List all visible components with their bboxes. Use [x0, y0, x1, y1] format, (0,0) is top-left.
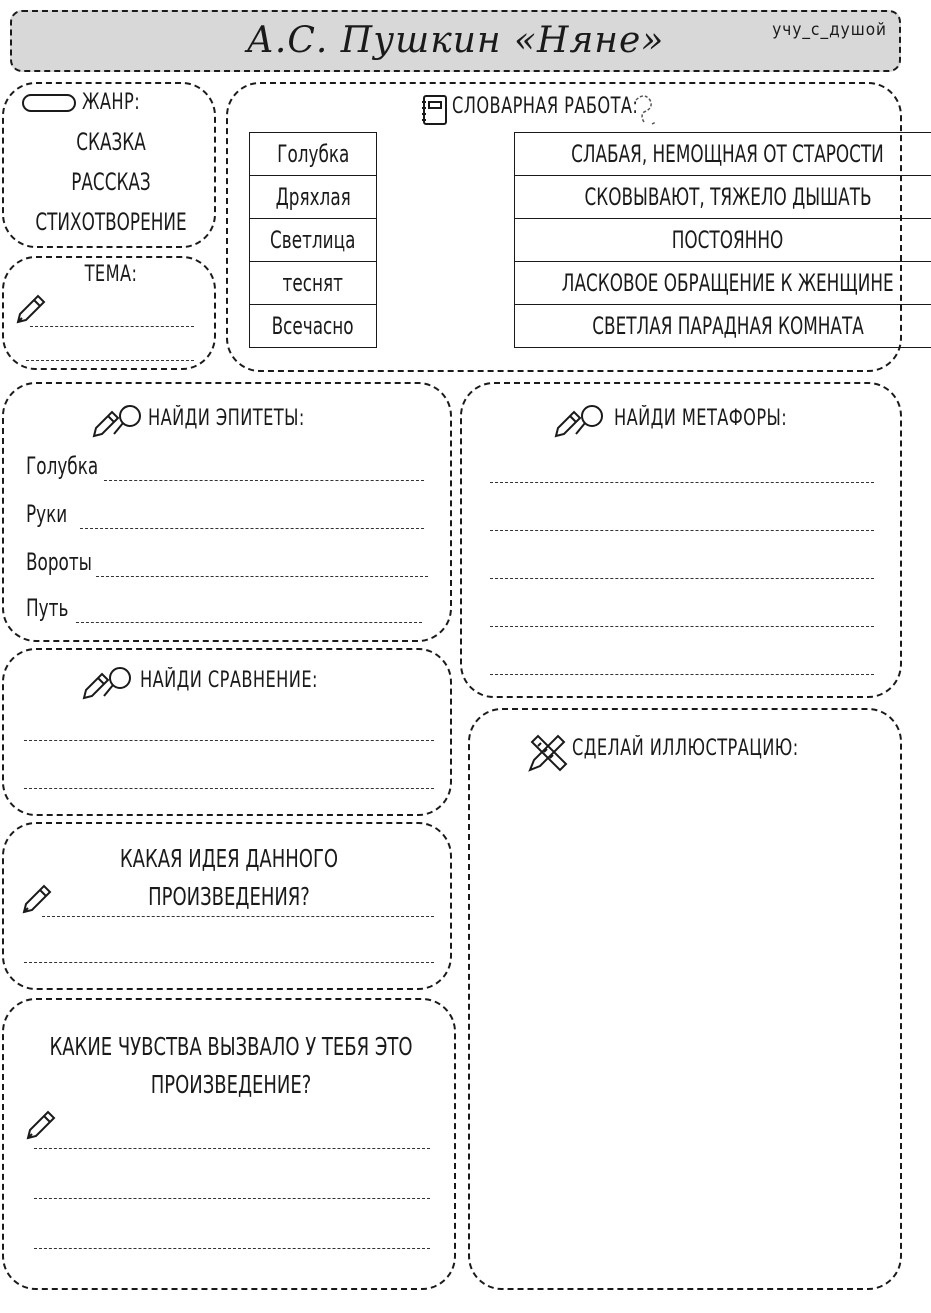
title-bar	[10, 10, 901, 72]
comparison-label: НАЙДИ СРАВНЕНИЕ:	[140, 668, 318, 693]
genre-option[interactable]: СКАЗКА	[76, 128, 146, 156]
genre-option[interactable]: РАССКАЗ	[71, 168, 151, 196]
vocab-definition[interactable]: СВЕТЛАЯ ПАРАДНАЯ КОМНАТА	[515, 305, 931, 348]
answer-line[interactable]	[96, 576, 428, 577]
pen-magnifier-icon	[80, 664, 136, 702]
feelings-box	[2, 998, 456, 1290]
pencil-ruler-icon	[526, 730, 570, 774]
genre-label: ЖАНР:	[82, 90, 141, 115]
vocab-word[interactable]: Светлица	[250, 219, 377, 262]
vocab-box	[226, 82, 902, 372]
theme-label: ТЕМА:	[84, 262, 138, 287]
vocab-word[interactable]: Голубка	[250, 133, 377, 176]
illustration-box	[468, 708, 902, 1290]
drawing-area[interactable]	[490, 790, 880, 1270]
answer-line[interactable]	[490, 578, 874, 579]
vocab-words-table	[249, 132, 377, 348]
brand-label: учу_с_душой	[772, 20, 887, 40]
epithet-word: Голубка	[26, 452, 99, 480]
notebook-icon	[420, 94, 448, 126]
feelings-question: КАКИЕ ЧУВСТВА ВЫЗВАЛО У ТЕБЯ ЭТО ПРОИЗВЕДЕНИЕ?	[49, 1032, 413, 1099]
epithets-box	[2, 382, 452, 642]
answer-line[interactable]	[26, 360, 194, 361]
vocab-definition[interactable]: ЛАСКОВОЕ ОБРАЩЕНИЕ К ЖЕНЩИНЕ	[515, 262, 931, 305]
vocab-word[interactable]: Всечасно	[250, 305, 377, 348]
answer-line[interactable]	[34, 1148, 430, 1149]
vocab-definitions-table	[514, 132, 931, 348]
comparison-box	[2, 648, 452, 816]
pen-icon	[22, 1108, 58, 1144]
page-title: А.С. Пушкин «Няне»	[246, 20, 665, 61]
answer-line[interactable]	[24, 740, 434, 741]
epithet-word: Вороты	[26, 548, 92, 576]
answer-line[interactable]	[34, 1248, 430, 1249]
answer-line[interactable]	[490, 482, 874, 483]
epithet-word: Руки	[26, 500, 68, 528]
pen-magnifier-icon	[90, 402, 146, 440]
metaphors-label: НАЙДИ МЕТАФОРЫ:	[614, 406, 788, 431]
answer-line[interactable]	[80, 528, 424, 529]
answer-line[interactable]	[24, 962, 434, 963]
epithets-label: НАЙДИ ЭПИТЕТЫ:	[148, 406, 305, 431]
vocab-word[interactable]: теснят	[250, 262, 377, 305]
epithet-word: Путь	[26, 594, 69, 622]
answer-line[interactable]	[490, 530, 874, 531]
answer-line[interactable]	[24, 788, 434, 789]
vocab-word[interactable]: Дряхлая	[250, 176, 377, 219]
answer-line[interactable]	[490, 626, 874, 627]
pen-magnifier-icon	[552, 402, 608, 440]
question-mark-icon	[626, 90, 666, 130]
answer-line[interactable]	[490, 674, 874, 675]
pen-icon	[12, 292, 48, 328]
answer-line[interactable]	[42, 916, 434, 917]
idea-box	[2, 822, 452, 990]
answer-line[interactable]	[76, 622, 422, 623]
vocab-label: СЛОВАРНАЯ РАБОТА:	[452, 94, 639, 119]
metaphors-box	[460, 382, 902, 698]
theme-box	[2, 256, 216, 370]
answer-line[interactable]	[30, 326, 194, 327]
genre-box	[2, 82, 216, 248]
genre-option[interactable]: СТИХОТВОРЕНИЕ	[35, 208, 187, 236]
pen-icon	[18, 882, 54, 918]
answer-line[interactable]	[104, 480, 424, 481]
pill-icon	[22, 94, 76, 112]
vocab-definition[interactable]: СЛАБАЯ, НЕМОЩНАЯ ОТ СТАРОСТИ	[515, 133, 931, 176]
idea-question: КАКАЯ ИДЕЯ ДАННОГО ПРОИЗВЕДЕНИЯ?	[119, 844, 339, 911]
vocab-definition[interactable]: СКОВЫВАЮТ, ТЯЖЕЛО ДЫШАТЬ	[515, 176, 931, 219]
illustration-label: СДЕЛАЙ ИЛЛЮСТРАЦИЮ:	[572, 736, 799, 761]
vocab-definition[interactable]: ПОСТОЯННО	[515, 219, 931, 262]
answer-line[interactable]	[34, 1198, 430, 1199]
